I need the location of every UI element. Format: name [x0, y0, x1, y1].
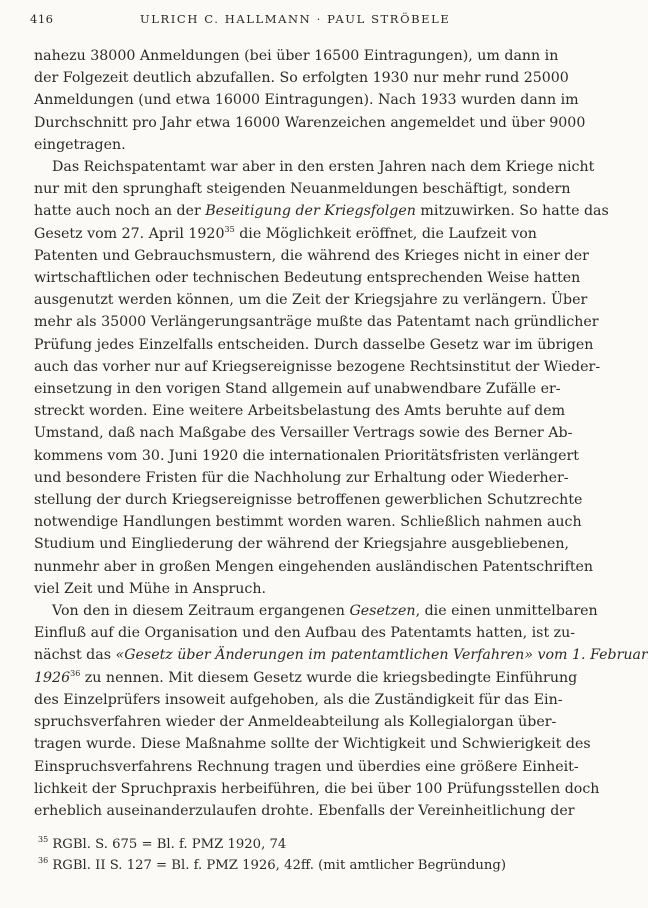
text-line: viel Zeit und Mühe in Anspruch. — [34, 580, 267, 597]
text-line: stellung der durch Kriegsereignisse betroffenen gewerblichen Schutzrechte — [34, 492, 583, 509]
text-line: Umstand, daß nach Maßgabe des Versailler Vertrags sowie des Berner Ab- — [34, 425, 573, 442]
italic-text: «Gesetz über Änderungen im patentamtlichen Verfahren» vom 1. Februar — [115, 647, 648, 664]
text-line: und besondere Fristen für die Nachholung zur Erhaltung oder Wiederher- — [34, 469, 569, 486]
text-line: Das Reichspatentamt war aber in den ersten Jahren nach dem Kriege nicht — [52, 159, 595, 176]
text-line: Einspruchsverfahrens Rechnung tragen und überdies eine größere Einheit- — [34, 758, 579, 775]
text-line: nunmehr aber in großen Mengen eingehenden ausländischen Patentschriften — [34, 558, 594, 575]
footnote-mark: 36 — [38, 856, 49, 865]
text-line: hatte auch noch an der Beseitigung der Kriegsfolgen mitzuwirken. So hatte das — [34, 203, 609, 220]
text-line: Gesetz vom 27. April 1920$^{35}$ die Möglichkeit eröffnet, die Laufzeit von — [34, 224, 537, 242]
text-line: des Einzelprüfers insoweit aufgehoben, als die Zuständigkeit für das Ein- — [34, 691, 563, 708]
text-line: eingetragen. — [34, 136, 126, 153]
text-line: tragen wurde. Diese Maßnahme sollte der Wichtigkeit und Schwierigkeit des — [34, 736, 591, 753]
text-line: nächst das «Gesetz über Änderungen im patentamtlichen Verfahren» vom 1. Februar — [34, 647, 648, 664]
text-line: nahezu 38000 Anmeldungen (bei über 16500 Eintragungen), um dann in — [34, 48, 559, 64]
footnote-mark: 35 — [38, 835, 49, 844]
text-line: 1926$^{36}$ zu nennen. Mit diesem Gesetz wurde die kriegsbedingte Einführung — [34, 668, 578, 686]
body-text — [34, 45, 648, 822]
text-line: streckt worden. Eine weitere Arbeitsbelastung des Amts beruhte auf dem — [34, 403, 566, 420]
text-line: Prüfung jedes Einzelfalls entscheiden. Durch dasselbe Gesetz war im übrigen — [34, 336, 594, 353]
text-line: Einfluß auf die Organisation und den Aufbau des Patentamts hatten, ist zu- — [34, 625, 576, 642]
text-line: wirtschaftlichen oder technischen Bedeutung entsprechenden Weise hatten — [34, 270, 581, 287]
text-line: lichkeit der Spruchpraxis herbeiführen, die bei über 100 Prüfungsstellen doch — [34, 780, 600, 797]
footnote-reference: 35 — [224, 224, 235, 234]
running-title: ULRICH C. HALLMANN · PAUL STRÖBELE — [140, 12, 451, 26]
text-line: notwendige Handlungen bestimmt worden waren. Schließlich nahmen auch — [34, 514, 582, 531]
text-line: Durchschnitt pro Jahr etwa 16000 Warenzeichen angemeldet und über 9000 — [34, 114, 586, 131]
text-line: nur mit den sprunghaft steigenden Neuanmeldungen beschäftigt, sondern — [34, 181, 571, 198]
footnotes — [38, 834, 536, 876]
text-line: Studium und Eingliederung der während der Kriegsjahre ausgebliebenen, — [34, 536, 569, 553]
footnote — [38, 834, 536, 855]
page-header — [30, 12, 536, 30]
italic-text: Gesetzen — [349, 603, 416, 620]
text-line: Von den in diesem Zeitraum ergangenen Gesetzen, die einen unmittelbaren — [52, 603, 598, 620]
text-line: spruchsverfahren wieder der Anmeldeabteilung als Kollegialorgan über- — [34, 714, 557, 731]
text-line: kommens vom 30. Juni 1920 die internationalen Prioritätsfristen verlängert — [34, 447, 579, 464]
text-line: mehr als 35000 Verlängerungsanträge mußte das Patentamt nach gründlicher — [34, 314, 599, 331]
footnote — [38, 855, 536, 876]
text-line: ausgenutzt werden können, um die Zeit der Kriegsjahre zu verlängern. Über — [34, 292, 588, 309]
text-line: Anmeldungen (und etwa 16000 Eintragungen). Nach 1933 wurden dann im — [34, 92, 579, 109]
footnote-text: RGBl. II S. 127 = Bl. f. PMZ 1926, 42ff. (mit amtlicher Begründung) — [48, 858, 507, 873]
text-line: einsetzung in den vorigen Stand allgemein auf unabwendbare Zufälle er- — [34, 381, 561, 398]
italic-text: Beseitigung der Kriegsfolgen — [205, 203, 416, 220]
footnote-text: RGBl. S. 675 = Bl. f. PMZ 1920, 74 — [48, 837, 287, 852]
text-line: auch das vorher nur auf Kriegsereignisse bezogene Rechtsinstitut der Wieder- — [34, 358, 601, 375]
text-line: Patenten und Gebrauchsmustern, die während des Krieges nicht in einer der — [34, 247, 589, 264]
italic-text: 1926 — [34, 669, 71, 686]
text-line: der Folgezeit deutlich abzufallen. So erfolgten 1930 nur mehr rund 25000 — [34, 70, 569, 87]
page-number: 416 — [30, 12, 54, 26]
text-line: erheblich auseinanderzulaufen drohte. Ebenfalls der Vereinheitlichung der — [34, 802, 575, 819]
footnote-reference: 36 — [70, 668, 81, 678]
